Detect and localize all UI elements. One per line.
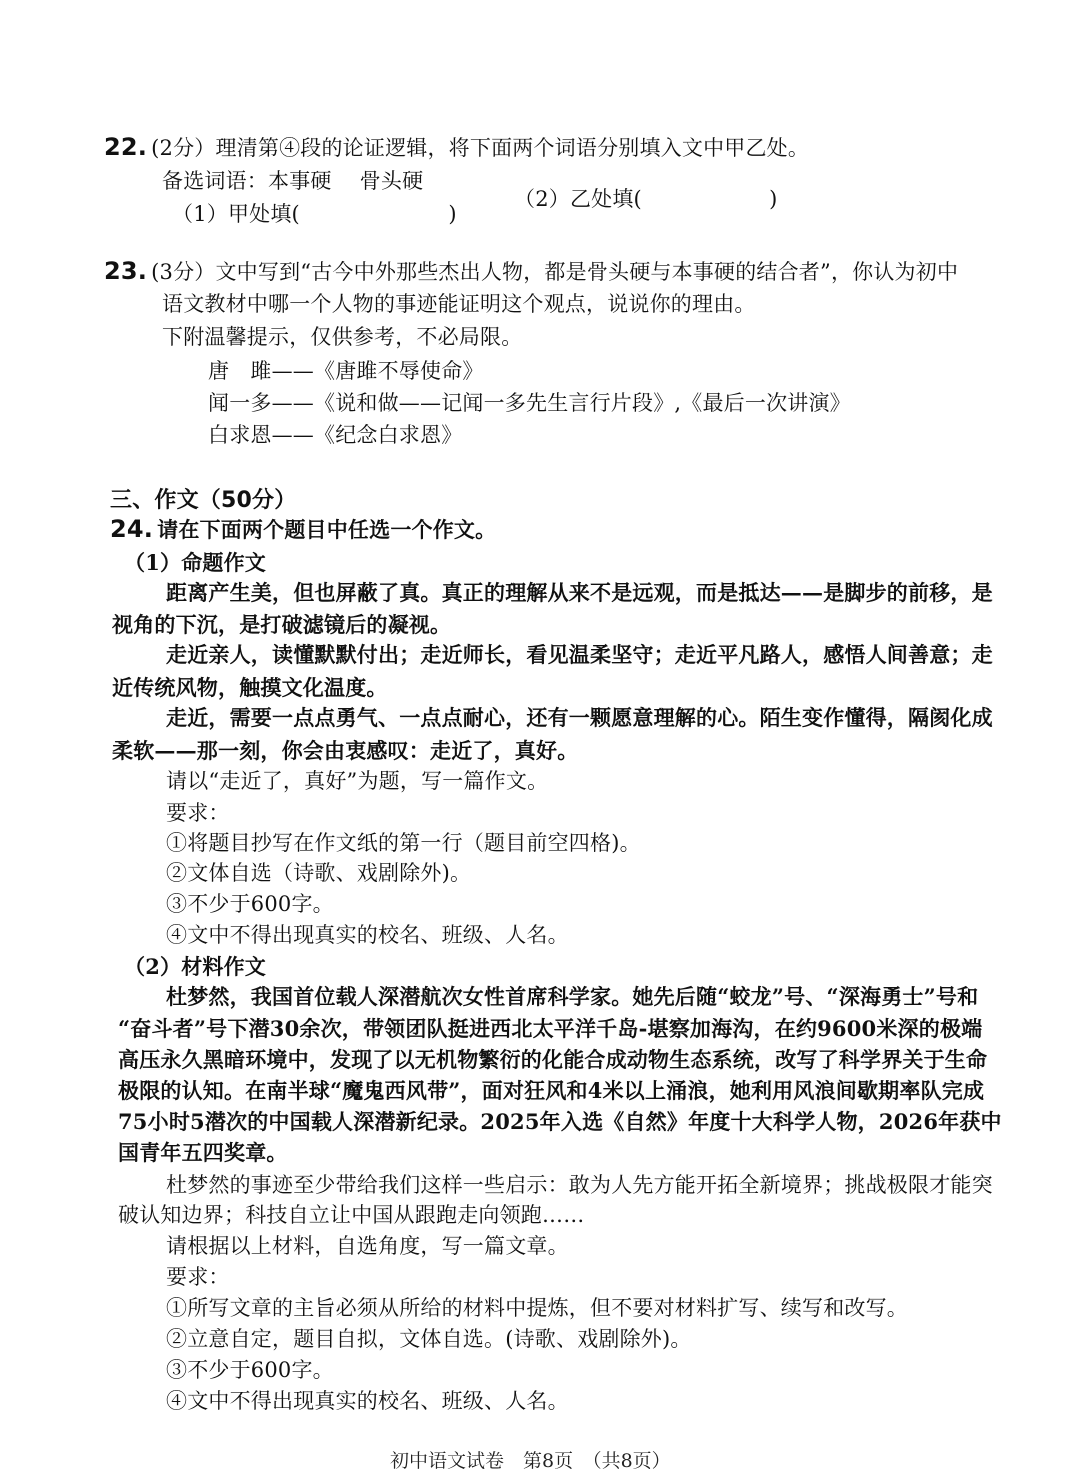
q23-line3: 下附温馨提示，仅供参考，不必局限。 [162,325,523,349]
part2-requirements-label: 要求： [166,1265,230,1289]
q24-number: 24. [110,515,154,543]
part1-requirement: ②文体自选（诗歌、戏剧除外)。 [166,861,472,885]
part1-requirement: ①将题目抄写在作文纸的第一行（题目前空四格)。 [166,831,641,855]
part1-para2-line1: 走近亲人，读懂默默付出；走近师长，看见温柔坚守；走近平凡路人，感悟人间善意；走 [166,642,993,667]
part2-material-line1: 杜梦然，我国首位载人深潜航次女性首席科学家。她先后随“蛟龙”号、“深海勇士”号和 [166,984,979,1009]
part2-requirement: ④文中不得出现真实的校名、班级、人名。 [166,1389,569,1413]
q24-part1-heading: （1）命题作文 [124,550,267,575]
part2-requirement: ③不少于600字。 [166,1358,334,1382]
q23-text: (3分）文中写到“古今中外那些杰出人物，都是骨头硬与本事硬的结合者”，你认为初中 [151,260,959,284]
page-footer: 初中语文试卷 第8页 （共8页） [390,1450,671,1472]
part1-para3-line2: 柔软——那一刻，你会由衷感叹：走近了，真好。 [112,738,579,763]
part1-requirements-label: 要求： [166,801,230,825]
q24-part2-heading: （2）材料作文 [124,954,267,979]
part1-requirement: ③不少于600字。 [166,892,334,916]
part2-material-line6: 国青年五四奖章。 [118,1140,288,1165]
part1-para1-line1: 距离产生美，但也屏蔽了真。真正的理解从来不是远观，而是抵达——是脚步的前移，是 [166,580,993,605]
part2-material-line5: 75小时5潜次的中国载人深潜新纪录。2025年入选《自然》年度十大科学人物，2026年获中 [118,1109,1002,1134]
part2-requirement: ①所写文章的主旨必须从所给的材料中提炼，但不要对材料扩写、续写和改写。 [166,1296,908,1320]
part2-material-line2: “奋斗者”号下潜30余次，带领团队挺进西北太平洋千岛-堪察加海沟，在约9600米深的极端 [118,1016,983,1041]
part1-para3-line1: 走近，需要一点点勇气、一点点耐心，还有一颗愿意理解的心。陌生变作懂得，隔阂化成 [166,705,993,730]
q23-hint-tangju: 唐 雎——《唐雎不辱使命》 [208,359,484,383]
part1-para1-line2: 视角的下沉，是打破滤镜后的凝视。 [112,612,452,637]
q23-hint-baiqiuen: 白求恩——《纪念白求恩》 [208,423,463,447]
q22-number: 22. [104,133,148,161]
part2-material-line4: 极限的认知。在南半球“魔鬼西风带”，面对狂风和4米以上涌浪，她利用风浪间歇期率队完成 [118,1078,985,1103]
q22-text: (2分）理清第④段的论证逻辑，将下面两个词语分别填入文中甲乙处。 [151,136,810,160]
q24-title-line [110,514,496,545]
part2-requirement: ②立意自定，题目自拟，文体自选。(诗歌、戏剧除外)。 [166,1327,692,1351]
q24-title: 请在下面两个题目中任选一个作文。 [157,517,497,542]
q23-line1 [104,256,958,287]
part2-insight-line2: 破认知边界；科技自立让中国从跟跑走向领跑…… [118,1203,585,1227]
q23-hint-wenyiduo: 闻一多——《说和做——记闻一多先生言行片段》,《最后一次讲演》 [208,391,851,415]
part2-material-line3: 高压永久黑暗环境中，发现了以无机物繁衍的化能合成动物生态系统，改写了科学界关于生命 [118,1047,988,1072]
q23-number: 23. [104,257,148,285]
part2-prompt: 请根据以上材料，自选角度，写一篇文章。 [166,1234,569,1258]
q23-line2: 语文教材中哪一个人物的事迹能证明这个观点，说说你的理由。 [162,292,756,316]
part1-para2-line2: 近传统风物，触摸文化温度。 [112,675,388,700]
q22-blank-yi: （2）乙处填( ) [514,187,778,211]
q22-word-options: 备选词语：本事硬 骨头硬 [162,169,424,193]
part2-insight-line1: 杜梦然的事迹至少带给我们这样一些启示：敢为人先方能开拓全新境界；挑战极限才能突 [166,1173,993,1197]
part1-requirement: ④文中不得出现真实的校名、班级、人名。 [166,923,569,947]
section3-title: 三、作文（50分） [110,488,297,513]
part1-prompt: 请以“走近了，真好”为题，写一篇作文。 [166,769,549,793]
q22-blank-jia: （1）甲处填( ) [172,202,457,226]
q22-line1 [104,132,809,163]
